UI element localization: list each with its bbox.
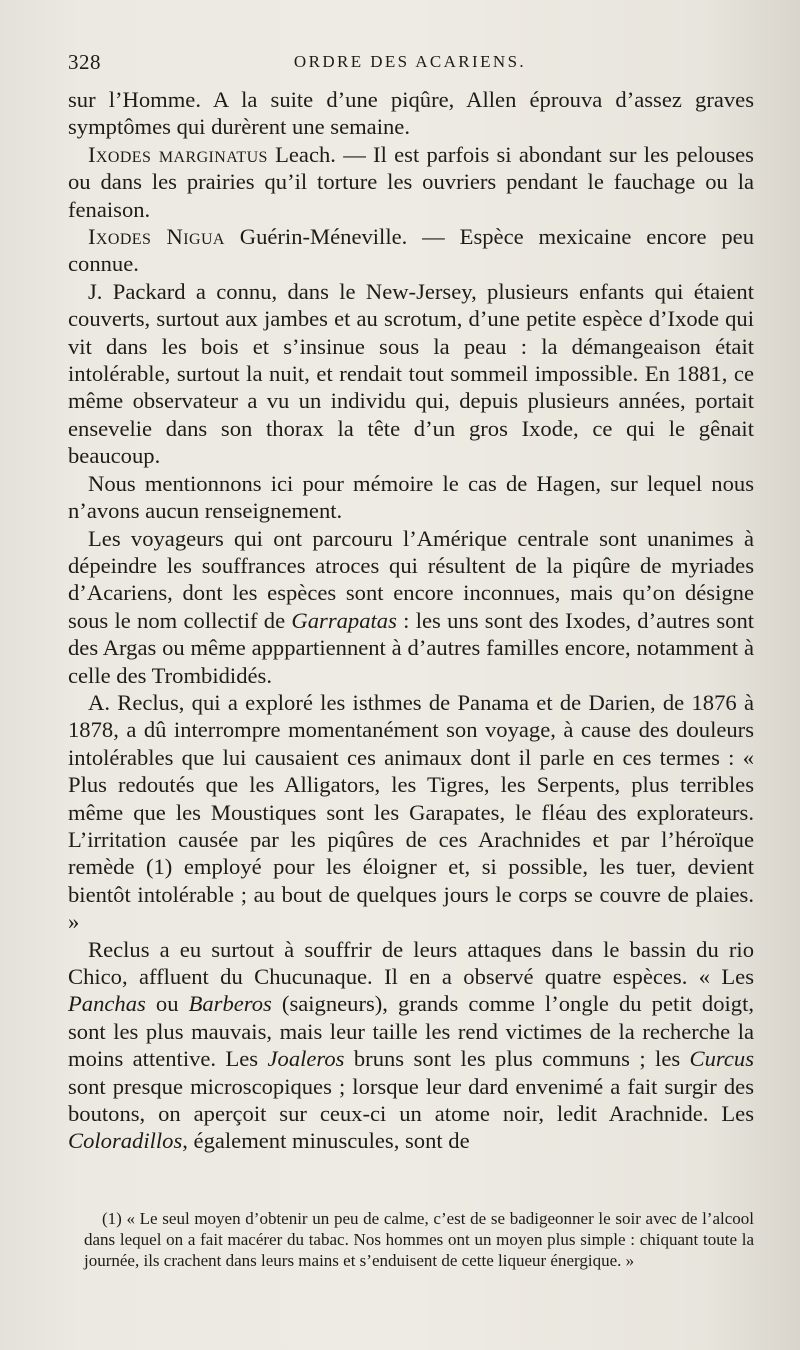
species-name: Ixodes marginatus — [88, 141, 268, 167]
paragraph-continuation: sur l’Homme. A la suite d’une piqûre, Allen éprouva d’assez graves symptômes qui durèrent une semaine. — [68, 87, 754, 140]
species-name: Ixodes Nigua — [88, 224, 225, 250]
footnote: (1) « Le seul moyen d’obtenir un peu de calme, c’est de se badigeonner le soir avec de l’alcool dans lequel on a fait macérer du tabac. Nos hommes ont un moyen plus simple : chiquant toute la journée, ils crachent dans leurs mains et s’enduisent de cette liqueur énergique. » — [84, 1209, 754, 1270]
paragraph-reclus-quote: A. Reclus, qui a exploré les isthmes de Panama et de Darien, de 1876 à 1878, a dû interrompre momentanément son voyage, à cause des douleurs intolérables que lui causaient ces animaux dont il parle en ces termes : « Plus redoutés que les Alligators, les Tigres, les Serpents, plus terribles même que les Moustiques sont les Garapates, le fléau des explorateurs. L’irritation causée par les piqûres de ces Arachnides et par l’héroïque remède (1) employé pour les éloigner et, si possible, les tuer, devient bientôt intolérable ; au bout de quelques jours le corps se couvre de plaies. » — [68, 689, 754, 935]
page-header — [68, 50, 752, 84]
paragraph-ixodes-marginatus: Ixodes marginatus Leach. — Il est parfois si abondant sur les pelouses ou dans les prairies qu’il torture les ouvriers pendant le fauchage ou la fenaison. — [68, 141, 754, 222]
paragraph-ixodes-nigua: Ixodes Nigua Guérin-Méneville. — Espèce mexicaine encore peu connue. — [68, 224, 754, 277]
main-text — [68, 86, 754, 1155]
paragraph-packard: J. Packard a connu, dans le New-Jersey, plusieurs enfants qui étaient couverts, surtout aux jambes et au scrotum, d’une petite espèce d’Ixode qui vit dans les bois et s’insinue sous la peau : la démangeaison était intolérable, surtout la nuit, et rendait tout sommeil impossible. En 1881, ce même observateur a vu un individu qui, depuis plusieurs années, portait ensevelie dans son thorax la tête d’un gros Ixode, ce qui le gênait beaucoup. — [68, 278, 754, 469]
running-title: ORDRE DES ACARIENS. — [293, 52, 527, 71]
page-number: 328 — [68, 50, 101, 74]
paragraph-hagen: Nous mentionnons ici pour mémoire le cas de Hagen, sur lequel nous n’avons aucun renseignement. — [68, 470, 754, 524]
paragraph-garrapatas: Les voyageurs qui ont parcouru l’Amérique centrale sont unanimes à dépeindre les souffrances atroces qui résultent de la piqûre de myriades d’Acariens, dont les espèces sont encore inconnues, mais qu’on désigne sous le nom collectif de Garrapatas : les uns sont des Ixodes, d’autres sont des Argas ou même apppartiennent à d’autres familles encore, notamment à celle des Trombididés. — [68, 525, 755, 688]
paragraph-reclus-species: Reclus a eu surtout à souffrir de leurs attaques dans le bassin du rio Chico, affluent du Chucunaque. Il en a observé quatre espèces. « Les Panchas ou Barberos (saigneurs), grands comme l’ongle du petit doigt, sont les plus mauvais, mais leur taille les rend victimes de la recherche la moins attentive. Les Joaleros bruns sont les plus communs ; les Curcus sont presque microscopiques ; lorsque leur dard envenimé a fait surgir des boutons, on aperçoit sur ceux-ci un atome noir, ledit Arachnide. Les Coloradillos, également minuscules, sont de — [68, 936, 755, 1154]
